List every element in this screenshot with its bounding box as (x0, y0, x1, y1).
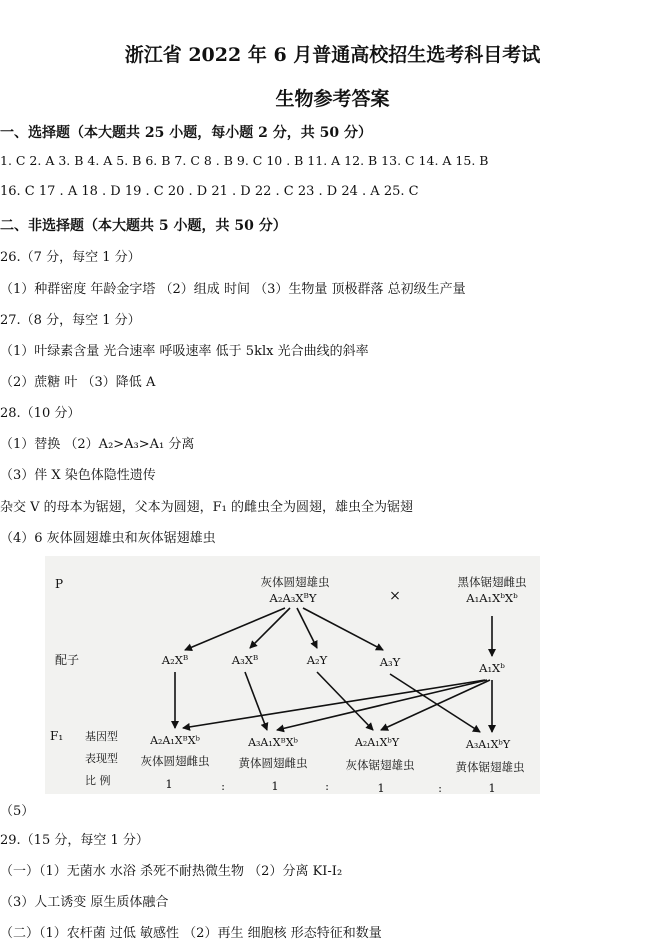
offspring-phenotype: 黄体锯翅雄虫 (455, 760, 525, 774)
q29-heading: 29.（15 分，每空 1 分） (0, 833, 149, 848)
ratio-separator: : (438, 781, 442, 794)
q29-answer-3: （二）（1）农杆菌 过低 敏感性 （2）再生 细胞核 形态特征和数量 (0, 926, 382, 941)
cross-symbol: × (389, 588, 401, 604)
q26-heading: 26.（7 分，每空 1 分） (0, 250, 141, 265)
label-ratio: 比 例 (85, 774, 111, 787)
offspring-genotype: A₂A₁XᵇY (354, 736, 400, 749)
ratio-separator: : (221, 779, 225, 793)
offspring-genotype: A₃A₁XᴮXᵇ (248, 736, 298, 749)
q27-answer-1: （1）叶绿素含量 光合速率 呼吸速率 低于 5klx 光合曲线的斜率 (0, 344, 369, 359)
q28-answer-5: （5） (0, 804, 35, 819)
q27-heading: 27.（8 分，每空 1 分） (0, 313, 141, 328)
section1-heading: 一、选择题（本大题共 25 小题，每小题 2 分，共 50 分） (0, 125, 372, 141)
offspring-phenotype: 灰体锯翅雄虫 (345, 758, 415, 772)
ratio-value: 1 (488, 781, 496, 794)
gamete: A₁Xᵇ (479, 661, 505, 675)
gamete: A₃Xᴮ (231, 653, 259, 667)
offspring-genotype: A₂A₁XᴮXᵇ (150, 734, 200, 747)
section2-heading: 二、非选择题（本大题共 5 小题，共 50 分） (0, 218, 287, 234)
fertilization-arrows (175, 672, 492, 732)
row-label-f1: F₁ (50, 729, 64, 743)
page-subtitle: 生物参考答案 (275, 88, 390, 110)
offspring-genotype: A₃A₁XᵇY (465, 738, 511, 751)
offspring-phenotype: 黄体圆翅雌虫 (238, 756, 308, 770)
parent-female-phenotype: 黑体锯翅雌虫 (457, 575, 527, 589)
choice-answers-line1: 1. C 2. A 3. B 4. A 5. B 6. B 7. C 8 . B 9. C 10 . B 11. A 12. B 13. C 14. A 15. B (0, 153, 489, 168)
genetic-cross-diagram (45, 556, 540, 794)
q28-answer-1: （1）替换 （2）A₂>A₃>A₁ 分离 (0, 437, 195, 452)
q28-answer-2: （3）伴 X 染色体隐性遗传 (0, 468, 156, 483)
gamete: A₂Y (306, 653, 328, 667)
parent-male-genotype: A₂A₃XᴮY (269, 591, 317, 605)
row-label-p: P (55, 577, 64, 591)
choice-answers-line2: 16. C 17 . A 18 . D 19 . C 20 . D 21 . D 22 . C 23 . D 24 . A 25. C (0, 184, 419, 199)
ratio-value: 1 (165, 777, 173, 791)
q29-answer-1: （一）（1）无菌水 水浴 杀死不耐热微生物 （2）分离 KI-I₂ (0, 864, 343, 879)
page-title: 浙江省 2022 年 6 月普通高校招生选考科目考试 (124, 44, 541, 66)
ratio-value: 1 (271, 779, 279, 793)
q29-answer-2: （3）人工诱变 原生质体融合 (0, 895, 169, 910)
gamete: A₂Xᴮ (161, 653, 189, 667)
parent-male-phenotype: 灰体圆翅雄虫 (260, 575, 330, 589)
q27-answer-2: （2）蔗糖 叶 （3）降低 A (0, 375, 156, 390)
q28-answer-3: 杂交 V 的母本为锯翅，父本为圆翅，F₁ 的雌虫全为圆翅，雄虫全为锯翅 (0, 500, 414, 515)
gamete: A₃Y (379, 655, 401, 669)
q26-answer: （1）种群密度 年龄金字塔 （2）组成 时间 （3）生物量 顶极群落 总初级生产量 (0, 282, 466, 297)
q28-answer-4: （4）6 灰体圆翅雄虫和灰体锯翅雄虫 (0, 531, 216, 546)
ratio-value: 1 (377, 781, 385, 794)
ratio-separator: : (325, 779, 329, 793)
parent-female-genotype: A₁A₁XᵇXᵇ (466, 591, 518, 605)
label-genotype: 基因型 (85, 730, 118, 743)
offspring-phenotype: 灰体圆翅雌虫 (140, 754, 210, 768)
label-phenotype: 表现型 (85, 752, 118, 765)
meiosis-arrows (185, 608, 492, 656)
q28-heading: 28.（10 分） (0, 406, 81, 421)
row-label-gamete: 配子 (55, 653, 80, 667)
